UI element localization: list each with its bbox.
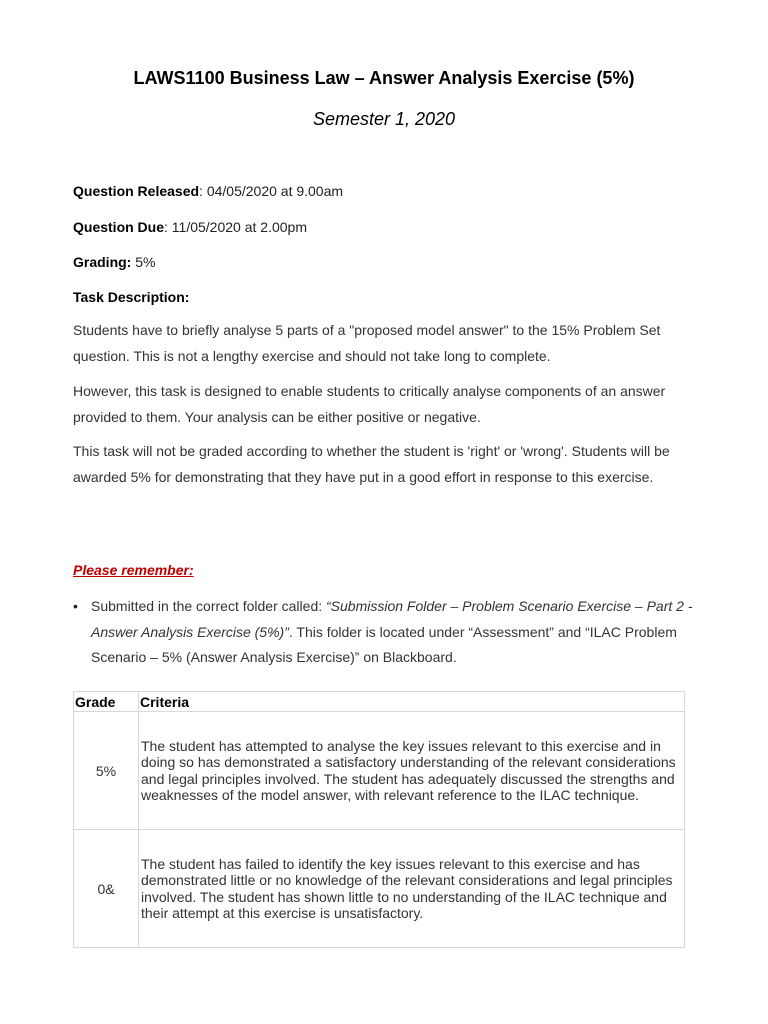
question-due-line bbox=[73, 219, 307, 235]
task-description-heading bbox=[73, 289, 189, 305]
bullet-suffix: . This folder is located under “Assessment” and “ILAC Problem Scenario – 5% (Answer Analysis Exercise)” on Blackboard. bbox=[91, 623, 677, 665]
please-remember-colon: : bbox=[188, 562, 194, 578]
table-row bbox=[74, 712, 685, 830]
paragraph-2: However, this task is designed to enable students to critically analyse components of an answer provided to them. Your analysis can be either positive or negative. bbox=[73, 383, 666, 425]
table-cell-criteria: The student has attempted to analyse the key issues relevant to this exercise and in doing so has demonstrated a satisfactory understanding of the relevant considerations and legal principles involved. The student has adequately discussed the strengths and weaknesses of the model answer, with relevant reference to the ILAC technique. bbox=[139, 712, 685, 830]
question-released-label: Question Released bbox=[73, 183, 200, 199]
document-subtitle: Semester 1, 2020 bbox=[312, 109, 456, 129]
grading-line bbox=[73, 254, 155, 270]
please-remember-heading bbox=[73, 562, 194, 578]
grading-label: Grading: bbox=[73, 254, 132, 270]
bullet-prefix: Submitted in the correct folder called: bbox=[91, 598, 327, 614]
bullet-item bbox=[91, 594, 701, 671]
question-due-value: : 11/05/2020 at 2.00pm bbox=[164, 219, 307, 235]
table-cell-grade: 0& bbox=[74, 830, 139, 948]
please-remember-label: Please remember bbox=[73, 562, 189, 578]
grading-value: 5% bbox=[131, 254, 156, 270]
question-released-line bbox=[73, 183, 343, 199]
bullet-dot-icon: • bbox=[73, 598, 78, 614]
task-description-label: Task Description: bbox=[73, 289, 190, 305]
document-title: LAWS1100 Business Law – Answer Analysis Exercise (5%) bbox=[133, 68, 635, 88]
paragraph-1: Students have to briefly analyse 5 parts of a "proposed model answer" to the 15% Problem Set question. This is not a lengthy exercise and should not take long to complete. bbox=[73, 322, 661, 364]
table-header-grade: Grade bbox=[74, 692, 139, 712]
question-released-value: : 04/05/2020 at 9.00am bbox=[199, 183, 344, 199]
table-cell-criteria: The student has failed to identify the key issues relevant to this exercise and has demonstrated little or no knowledge of the relevant considerations and legal principles involved. The student has shown little to no understanding of the ILAC technique and their attempt at this exercise is unsatisfactory. bbox=[139, 830, 685, 948]
paragraph-3: This task will not be graded according to whether the student is 'right' or 'wrong'. Students will be awarded 5% for demonstrating that they have put in a good effort in response to this exercise. bbox=[73, 443, 670, 485]
table-header-criteria: Criteria bbox=[139, 692, 685, 712]
grading-criteria-table bbox=[73, 691, 685, 948]
table-cell-grade: 5% bbox=[74, 712, 139, 830]
question-due-label: Question Due bbox=[73, 219, 165, 235]
table-header-row bbox=[74, 692, 685, 712]
submission-folder-name: “Submission Folder – Problem Scenario Exercise – Part 2 - Answer Analysis Exercise (5%)” bbox=[91, 598, 693, 640]
table-row bbox=[74, 830, 685, 948]
